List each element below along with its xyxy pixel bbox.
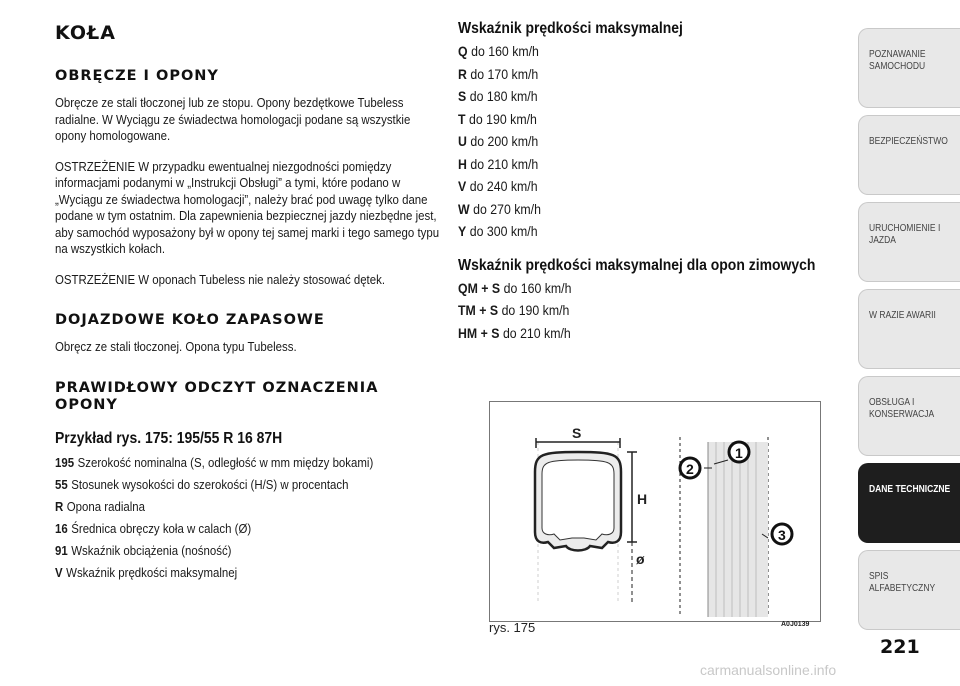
chapter-tabs [858, 28, 960, 637]
tab-label: URUCHOMIENIE I JAZDA [869, 223, 941, 246]
item-text: Wskaźnik prędkości maksymalnej [66, 564, 238, 580]
list-item [458, 85, 801, 108]
item-code: QM + S [458, 279, 501, 296]
tab-label: W RAZIE AWARII [869, 310, 936, 321]
heading-line: OPONY [55, 396, 118, 413]
tab-label: POZNAWANIE SAMOCHODU [869, 49, 926, 72]
list-item [458, 40, 801, 63]
item-code: TM + S [458, 302, 499, 318]
item-text: do 210 km/h [470, 155, 539, 172]
item-code: H [458, 155, 467, 172]
item-code: R [458, 65, 467, 82]
tire-diagram-svg [490, 402, 820, 621]
item-code: V [458, 178, 467, 194]
list-item [55, 562, 442, 584]
item-text: do 300 km/h [469, 223, 538, 239]
item-text: do 270 km/h [473, 200, 541, 217]
page-number: 221 [880, 636, 920, 658]
list-item [458, 153, 801, 176]
item-code: 91 [55, 542, 68, 558]
watermark: carmanualsonline.info [700, 662, 837, 678]
item-text: do 240 km/h [469, 178, 538, 194]
tire-cross-section [535, 438, 637, 602]
tab-label: OBSŁUGA I KONSERWACJA [869, 397, 935, 420]
list-item [55, 518, 442, 540]
right-column [458, 20, 848, 344]
callout-3 [772, 524, 792, 544]
item-text: do 190 km/h [469, 110, 537, 127]
callout-3-number: 3 [778, 527, 786, 543]
list-item [458, 277, 801, 300]
list-item [458, 175, 801, 198]
tab-bezpieczenstwo[interactable] [858, 115, 960, 195]
item-text: do 160 km/h [503, 279, 572, 296]
callout-2 [680, 458, 700, 478]
item-code: T [458, 110, 466, 127]
tab-poznawanie-samochodu[interactable] [858, 28, 960, 108]
speed-index-list [458, 40, 848, 243]
item-text: do 190 km/h [501, 302, 570, 318]
figure-code: A0J0139 [781, 621, 810, 628]
paragraph: OSTRZEŻENIE W oponach Tubeless nie należy stosować dętek. [55, 271, 386, 287]
list-item [55, 540, 442, 562]
section-heading-rims-tires: OBRĘCZE I OPONY [55, 68, 219, 84]
paragraph: OSTRZEŻENIE W przypadku ewentualnej niezgodności pomiędzy informacjami podanymi w „Instrukcji Obsługi” a tymi, które podano w „Wyciągu ze świadectwa homologacji”, należy brać pod uwagę tylko dane podane w tym ostatnim. Dla zapewnienia bezpiecznej jazdy niezbędne jest, aby samochód wyposażony był w opony tej samej marki i tego samego typu na wszystkich kołach. [55, 158, 440, 256]
page-title: KOŁA [55, 22, 116, 44]
callout-1 [729, 442, 749, 462]
example-title: Przykład rys. 175: 195/55 R 16 87H [55, 429, 283, 447]
item-text: do 160 km/h [471, 43, 539, 59]
list-item [458, 322, 801, 345]
paragraph: Obręcz ze stali tłoczonej. Opona typu Tubeless. [55, 339, 297, 354]
list-item [55, 452, 442, 474]
list-item [458, 198, 801, 221]
item-code: 55 [55, 476, 68, 492]
tire-diagram [489, 401, 821, 622]
item-code: Y [458, 223, 467, 239]
section-heading-tire-reading [55, 380, 440, 414]
item-code: R [55, 498, 64, 514]
item-code: W [458, 200, 470, 217]
item-text: Szerokość nominalna (S, odległość w mm między bokami) [77, 454, 374, 470]
list-item [458, 130, 801, 153]
callout-2-number: 2 [686, 461, 694, 477]
tab-obsluga-i-konserwacja[interactable] [858, 376, 960, 456]
item-text: do 210 km/h [502, 324, 571, 341]
item-text: do 200 km/h [470, 133, 539, 149]
tab-uruchomienie-i-jazda[interactable] [858, 202, 960, 282]
list-item [55, 474, 442, 496]
tab-dane-techniczne[interactable] [858, 463, 960, 543]
heading-line: PRAWIDŁOWY ODCZYT OZNACZENIA [55, 379, 379, 396]
label-diameter: ø [636, 551, 645, 567]
speed-index-title: Wskaźnik prędkości maksymalnej [458, 20, 683, 37]
left-column [55, 20, 440, 584]
section-heading-spare-wheel: DOJAZDOWE KOŁO ZAPASOWE [55, 312, 325, 328]
item-code: 195 [55, 454, 75, 470]
label-h: H [637, 491, 648, 507]
paragraph: Obręcze ze stali tłoczonej lub ze stopu. Opony bezdętkowe Tubeless radialne. W Wyciągu ze świadectwa homologacji podane są wszystkie opony homologowane. [55, 95, 411, 143]
list-item [458, 220, 801, 243]
list-item [55, 496, 442, 518]
item-text: Średnica obręczy koła w calach (Ø) [71, 520, 252, 536]
callout-1-number: 1 [735, 445, 743, 461]
item-code: 16 [55, 520, 68, 536]
figure-caption: rys. 175 [489, 620, 536, 635]
item-text: do 170 km/h [470, 65, 539, 82]
item-code: V [55, 564, 63, 580]
example-list [55, 452, 440, 584]
tab-w-razie-awarii[interactable] [858, 289, 960, 369]
label-s: S [572, 425, 582, 441]
item-code: HM + S [458, 324, 500, 341]
item-code: U [458, 133, 467, 149]
item-text: do 180 km/h [469, 88, 538, 104]
tab-label: DANE TECHNICZNE [869, 484, 951, 495]
tab-label: SPIS ALFABETYCZNY [869, 571, 936, 594]
item-text: Wskaźnik obciążenia (nośność) [71, 542, 232, 558]
tab-label: BEZPIECZEŃSTWO [869, 136, 948, 147]
item-code: S [458, 88, 467, 104]
winter-speed-title: Wskaźnik prędkości maksymalnej dla opon zimowych [458, 256, 816, 274]
list-item [458, 63, 801, 86]
list-item [458, 108, 801, 131]
item-text: Opona radialna [66, 498, 146, 514]
tab-spis-alfabetyczny[interactable] [858, 550, 960, 630]
item-code: Q [458, 43, 468, 59]
list-item [458, 299, 801, 322]
winter-speed-list [458, 277, 848, 345]
item-text: Stosunek wysokości do szerokości (H/S) w procentach [71, 476, 349, 492]
